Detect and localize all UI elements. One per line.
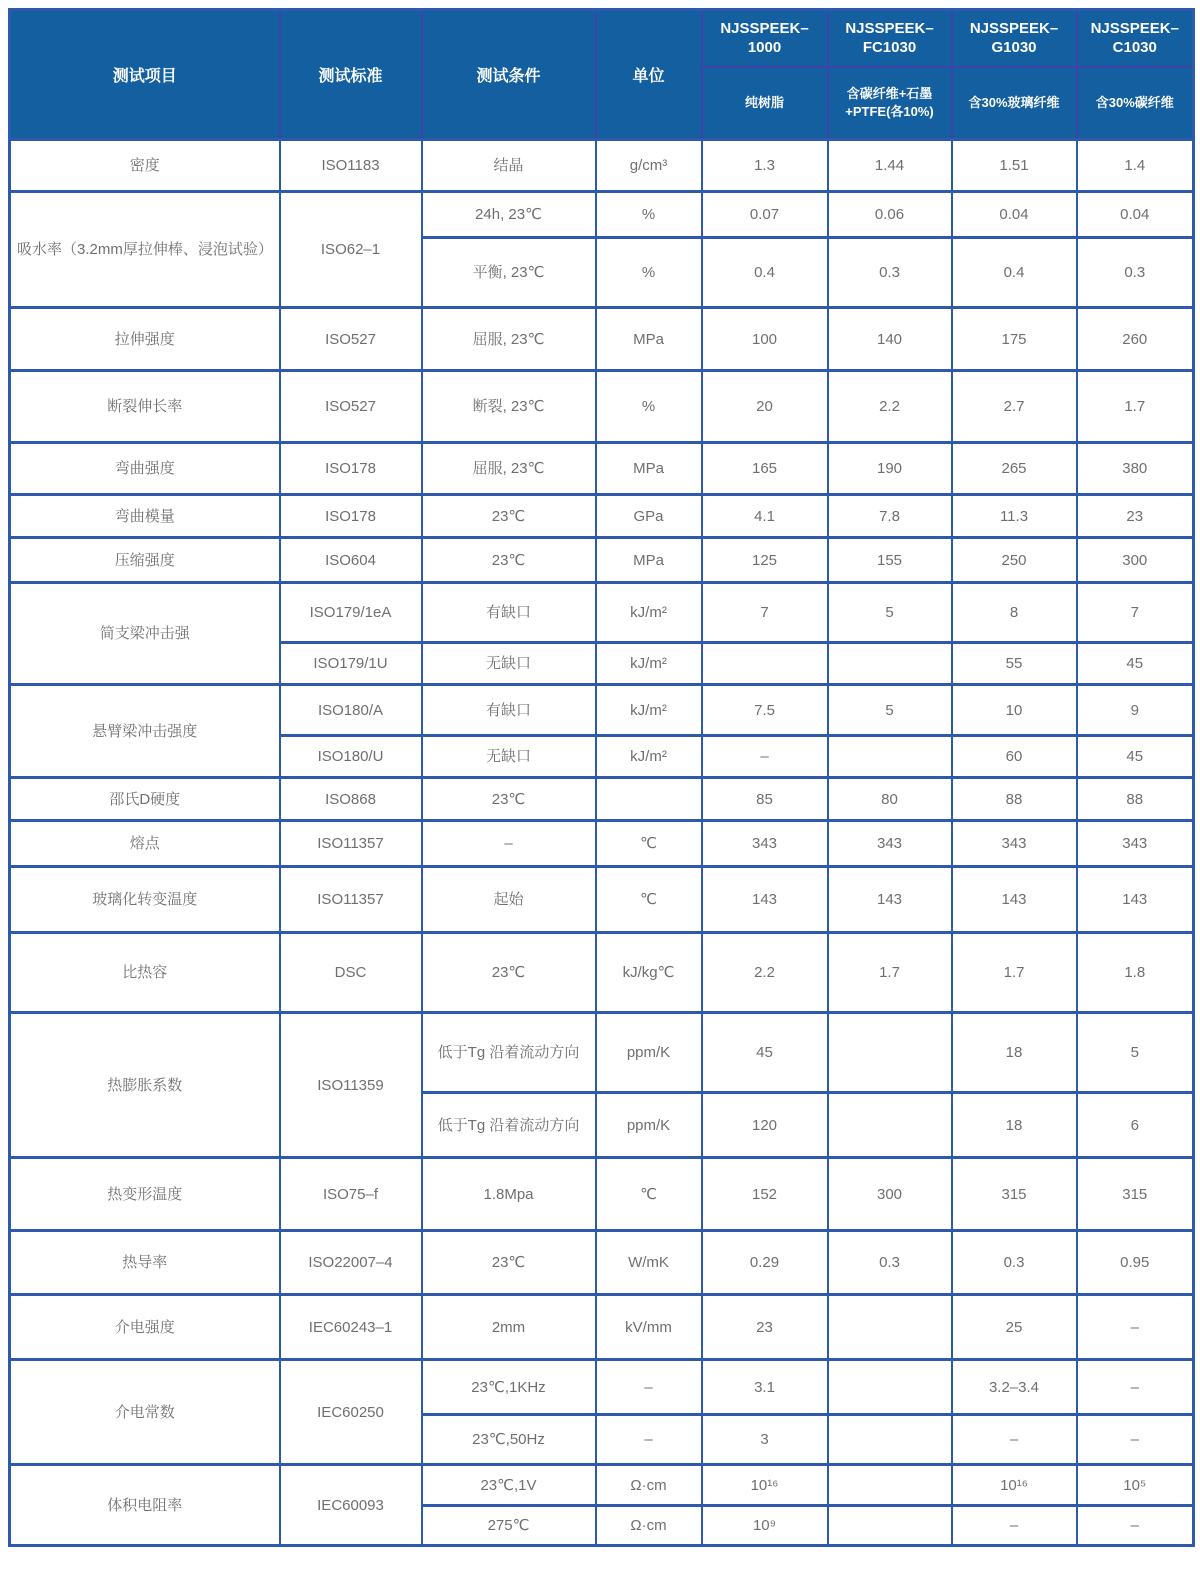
cell-value: 250: [952, 538, 1077, 583]
cell-value: 120: [702, 1093, 828, 1158]
cell-value: 1.7: [952, 933, 1077, 1013]
cell-value: 10¹⁶: [952, 1465, 1077, 1506]
cell-unit: MPa: [596, 308, 702, 371]
table-row: [10, 933, 1194, 1013]
cell-condition: 屈服, 23℃: [422, 308, 596, 371]
cell-value: –: [1077, 1506, 1194, 1546]
cell-value: 5: [1077, 1013, 1194, 1093]
cell-unit: MPa: [596, 538, 702, 583]
cell-value: 3: [702, 1415, 828, 1465]
cell-value: 343: [1077, 821, 1194, 867]
cell-value: 1.4: [1077, 140, 1194, 192]
cell-standard: ISO180/A: [280, 685, 422, 736]
cell-standard: ISO62–1: [280, 192, 422, 308]
cell-value: 140: [828, 308, 952, 371]
cell-value: 45: [702, 1013, 828, 1093]
cell-value: 300: [828, 1158, 952, 1231]
cell-value: 143: [702, 867, 828, 933]
cell-standard: DSC: [280, 933, 422, 1013]
cell-condition: 24h, 23℃: [422, 192, 596, 238]
cell-value: 20: [702, 371, 828, 443]
cell-item: 弯曲模量: [10, 495, 280, 538]
cell-condition: 23℃,50Hz: [422, 1415, 596, 1465]
cell-unit: kJ/m²: [596, 736, 702, 778]
cell-value: –: [702, 736, 828, 778]
cell-value: 1.44: [828, 140, 952, 192]
cell-value: 18: [952, 1013, 1077, 1093]
cell-item: 熔点: [10, 821, 280, 867]
cell-value: [828, 1295, 952, 1360]
cell-unit: kJ/m²: [596, 583, 702, 643]
cell-value: [702, 643, 828, 685]
col-header-item: 测试项目: [10, 10, 280, 140]
cell-value: 143: [952, 867, 1077, 933]
cell-item: 介电常数: [10, 1360, 280, 1465]
cell-condition: 23℃: [422, 933, 596, 1013]
table-row: [10, 1158, 1194, 1231]
table-row: [10, 821, 1194, 867]
cell-condition: 1.8Mpa: [422, 1158, 596, 1231]
cell-unit: Ω·cm: [596, 1506, 702, 1546]
table-row: [10, 1295, 1194, 1360]
cell-condition: 23℃: [422, 538, 596, 583]
product-description: 含碳纤维+石墨+PTFE(各10%): [828, 67, 952, 140]
cell-value: [828, 1465, 952, 1506]
cell-value: 23: [702, 1295, 828, 1360]
material-properties-table: [8, 8, 1195, 1547]
cell-standard: IEC60093: [280, 1465, 422, 1546]
cell-value: –: [1077, 1360, 1194, 1415]
cell-condition: 平衡, 23℃: [422, 238, 596, 308]
cell-standard: ISO11357: [280, 821, 422, 867]
cell-standard: ISO75–f: [280, 1158, 422, 1231]
cell-standard: ISO11359: [280, 1013, 422, 1158]
cell-value: 380: [1077, 443, 1194, 495]
cell-value: 60: [952, 736, 1077, 778]
cell-unit: %: [596, 371, 702, 443]
cell-value: 3.2–3.4: [952, 1360, 1077, 1415]
cell-condition: 23℃: [422, 778, 596, 821]
cell-condition: 结晶: [422, 140, 596, 192]
cell-value: 5: [828, 583, 952, 643]
cell-standard: ISO11357: [280, 867, 422, 933]
cell-unit: ℃: [596, 1158, 702, 1231]
cell-value: 143: [1077, 867, 1194, 933]
cell-standard: ISO179/1eA: [280, 583, 422, 643]
cell-value: 0.04: [1077, 192, 1194, 238]
cell-unit: ℃: [596, 867, 702, 933]
table-row: [10, 1465, 1194, 1506]
cell-value: 152: [702, 1158, 828, 1231]
cell-value: 343: [702, 821, 828, 867]
cell-value: 10¹⁶: [702, 1465, 828, 1506]
cell-value: –: [1077, 1295, 1194, 1360]
cell-value: 0.95: [1077, 1231, 1194, 1295]
cell-condition: 低于Tg 沿着流动方向: [422, 1013, 596, 1093]
cell-item: 热膨胀系数: [10, 1013, 280, 1158]
table-row: [10, 538, 1194, 583]
table-row: [10, 778, 1194, 821]
table-row: [10, 685, 1194, 736]
cell-condition: 有缺口: [422, 583, 596, 643]
cell-value: 10: [952, 685, 1077, 736]
cell-unit: W/mK: [596, 1231, 702, 1295]
cell-unit: ℃: [596, 821, 702, 867]
cell-value: 0.4: [952, 238, 1077, 308]
cell-item: 吸水率（3.2mm厚拉伸棒、浸泡试验）: [10, 192, 280, 308]
cell-item: 断裂伸长率: [10, 371, 280, 443]
cell-value: 125: [702, 538, 828, 583]
cell-value: [828, 1093, 952, 1158]
cell-unit: [596, 778, 702, 821]
cell-condition: 23℃,1V: [422, 1465, 596, 1506]
cell-value: 6: [1077, 1093, 1194, 1158]
cell-unit: %: [596, 192, 702, 238]
cell-value: 18: [952, 1093, 1077, 1158]
product-description: 含30%碳纤维: [1077, 67, 1194, 140]
cell-value: 5: [828, 685, 952, 736]
cell-value: 7.5: [702, 685, 828, 736]
cell-standard: ISO179/1U: [280, 643, 422, 685]
cell-value: 0.29: [702, 1231, 828, 1295]
cell-item: 密度: [10, 140, 280, 192]
cell-item: 介电强度: [10, 1295, 280, 1360]
cell-value: 165: [702, 443, 828, 495]
product-name: NJSSPEEK–1000: [702, 10, 828, 67]
cell-value: 1.51: [952, 140, 1077, 192]
cell-item: 热导率: [10, 1231, 280, 1295]
cell-value: 80: [828, 778, 952, 821]
cell-unit: Ω·cm: [596, 1465, 702, 1506]
cell-value: 300: [1077, 538, 1194, 583]
cell-unit: ppm/K: [596, 1093, 702, 1158]
cell-unit: ppm/K: [596, 1013, 702, 1093]
cell-value: 0.3: [828, 238, 952, 308]
cell-value: 175: [952, 308, 1077, 371]
cell-value: 10⁵: [1077, 1465, 1194, 1506]
table-row: [10, 1360, 1194, 1415]
cell-value: 23: [1077, 495, 1194, 538]
cell-value: [828, 1415, 952, 1465]
cell-standard: ISO180/U: [280, 736, 422, 778]
table-row: [10, 1231, 1194, 1295]
cell-value: 0.3: [1077, 238, 1194, 308]
cell-standard: ISO527: [280, 308, 422, 371]
cell-value: [828, 643, 952, 685]
cell-unit: –: [596, 1415, 702, 1465]
cell-item: 简支梁冲击强: [10, 583, 280, 685]
cell-standard: IEC60250: [280, 1360, 422, 1465]
cell-value: 45: [1077, 736, 1194, 778]
cell-value: 7: [702, 583, 828, 643]
cell-value: [828, 1013, 952, 1093]
cell-value: 85: [702, 778, 828, 821]
cell-condition: 23℃: [422, 495, 596, 538]
cell-unit: g/cm³: [596, 140, 702, 192]
cell-value: 3.1: [702, 1360, 828, 1415]
cell-unit: MPa: [596, 443, 702, 495]
cell-condition: 无缺口: [422, 643, 596, 685]
cell-standard: ISO178: [280, 495, 422, 538]
cell-value: [828, 1360, 952, 1415]
product-description: 含30%玻璃纤维: [952, 67, 1077, 140]
cell-value: 10⁹: [702, 1506, 828, 1546]
cell-item: 压缩强度: [10, 538, 280, 583]
cell-value: 25: [952, 1295, 1077, 1360]
cell-value: –: [952, 1506, 1077, 1546]
cell-condition: –: [422, 821, 596, 867]
cell-unit: kJ/kg℃: [596, 933, 702, 1013]
table-row: [10, 1013, 1194, 1093]
cell-value: 45: [1077, 643, 1194, 685]
cell-unit: kV/mm: [596, 1295, 702, 1360]
cell-item: 弯曲强度: [10, 443, 280, 495]
cell-value: 265: [952, 443, 1077, 495]
cell-unit: GPa: [596, 495, 702, 538]
col-header-standard: 测试标准: [280, 10, 422, 140]
cell-value: 2.2: [702, 933, 828, 1013]
table-row: [10, 583, 1194, 643]
cell-item: 邵氏D硬度: [10, 778, 280, 821]
table-row: [10, 443, 1194, 495]
cell-value: 4.1: [702, 495, 828, 538]
cell-value: 0.07: [702, 192, 828, 238]
cell-condition: 有缺口: [422, 685, 596, 736]
cell-value: [828, 1506, 952, 1546]
cell-value: 100: [702, 308, 828, 371]
table-row: [10, 308, 1194, 371]
cell-value: 88: [1077, 778, 1194, 821]
cell-item: 玻璃化转变温度: [10, 867, 280, 933]
cell-value: –: [1077, 1415, 1194, 1465]
cell-value: 190: [828, 443, 952, 495]
cell-value: 343: [952, 821, 1077, 867]
product-name: NJSSPEEK–G1030: [952, 10, 1077, 67]
cell-condition: 断裂, 23℃: [422, 371, 596, 443]
cell-standard: ISO604: [280, 538, 422, 583]
cell-value: 7: [1077, 583, 1194, 643]
cell-value: 1.7: [828, 933, 952, 1013]
cell-condition: 275℃: [422, 1506, 596, 1546]
col-header-unit: 单位: [596, 10, 702, 140]
cell-value: 260: [1077, 308, 1194, 371]
cell-value: 315: [952, 1158, 1077, 1231]
cell-item: 比热容: [10, 933, 280, 1013]
cell-condition: 2mm: [422, 1295, 596, 1360]
table-row: [10, 140, 1194, 192]
cell-value: –: [952, 1415, 1077, 1465]
cell-value: 0.06: [828, 192, 952, 238]
table-row: [10, 867, 1194, 933]
table-row: [10, 192, 1194, 238]
cell-condition: 低于Tg 沿着流动方向: [422, 1093, 596, 1158]
cell-value: 0.3: [828, 1231, 952, 1295]
cell-value: 88: [952, 778, 1077, 821]
cell-standard: ISO868: [280, 778, 422, 821]
cell-value: 343: [828, 821, 952, 867]
cell-item: 体积电阻率: [10, 1465, 280, 1546]
cell-unit: %: [596, 238, 702, 308]
cell-condition: 起始: [422, 867, 596, 933]
cell-standard: IEC60243–1: [280, 1295, 422, 1360]
cell-standard: ISO22007–4: [280, 1231, 422, 1295]
product-description: 纯树脂: [702, 67, 828, 140]
cell-value: 11.3: [952, 495, 1077, 538]
cell-value: 9: [1077, 685, 1194, 736]
cell-value: 2.7: [952, 371, 1077, 443]
cell-value: 2.2: [828, 371, 952, 443]
cell-condition: 23℃: [422, 1231, 596, 1295]
cell-standard: ISO178: [280, 443, 422, 495]
cell-condition: 23℃,1KHz: [422, 1360, 596, 1415]
table-row: [10, 371, 1194, 443]
cell-value: 155: [828, 538, 952, 583]
cell-value: 0.4: [702, 238, 828, 308]
cell-item: 拉伸强度: [10, 308, 280, 371]
cell-item: 悬臂梁冲击强度: [10, 685, 280, 778]
cell-value: 7.8: [828, 495, 952, 538]
product-name: NJSSPEEK–C1030: [1077, 10, 1194, 67]
cell-value: 8: [952, 583, 1077, 643]
cell-condition: 无缺口: [422, 736, 596, 778]
cell-standard: ISO527: [280, 371, 422, 443]
cell-unit: kJ/m²: [596, 685, 702, 736]
cell-value: 55: [952, 643, 1077, 685]
cell-unit: kJ/m²: [596, 643, 702, 685]
table-row: [10, 495, 1194, 538]
cell-value: 1.3: [702, 140, 828, 192]
cell-value: 1.7: [1077, 371, 1194, 443]
cell-value: 0.04: [952, 192, 1077, 238]
cell-value: 0.3: [952, 1231, 1077, 1295]
header-row-products: [10, 10, 1194, 67]
cell-value: [828, 736, 952, 778]
cell-value: 315: [1077, 1158, 1194, 1231]
col-header-condition: 测试条件: [422, 10, 596, 140]
cell-value: 143: [828, 867, 952, 933]
cell-item: 热变形温度: [10, 1158, 280, 1231]
cell-value: 1.8: [1077, 933, 1194, 1013]
cell-unit: –: [596, 1360, 702, 1415]
cell-standard: ISO1183: [280, 140, 422, 192]
cell-condition: 屈服, 23℃: [422, 443, 596, 495]
product-name: NJSSPEEK–FC1030: [828, 10, 952, 67]
